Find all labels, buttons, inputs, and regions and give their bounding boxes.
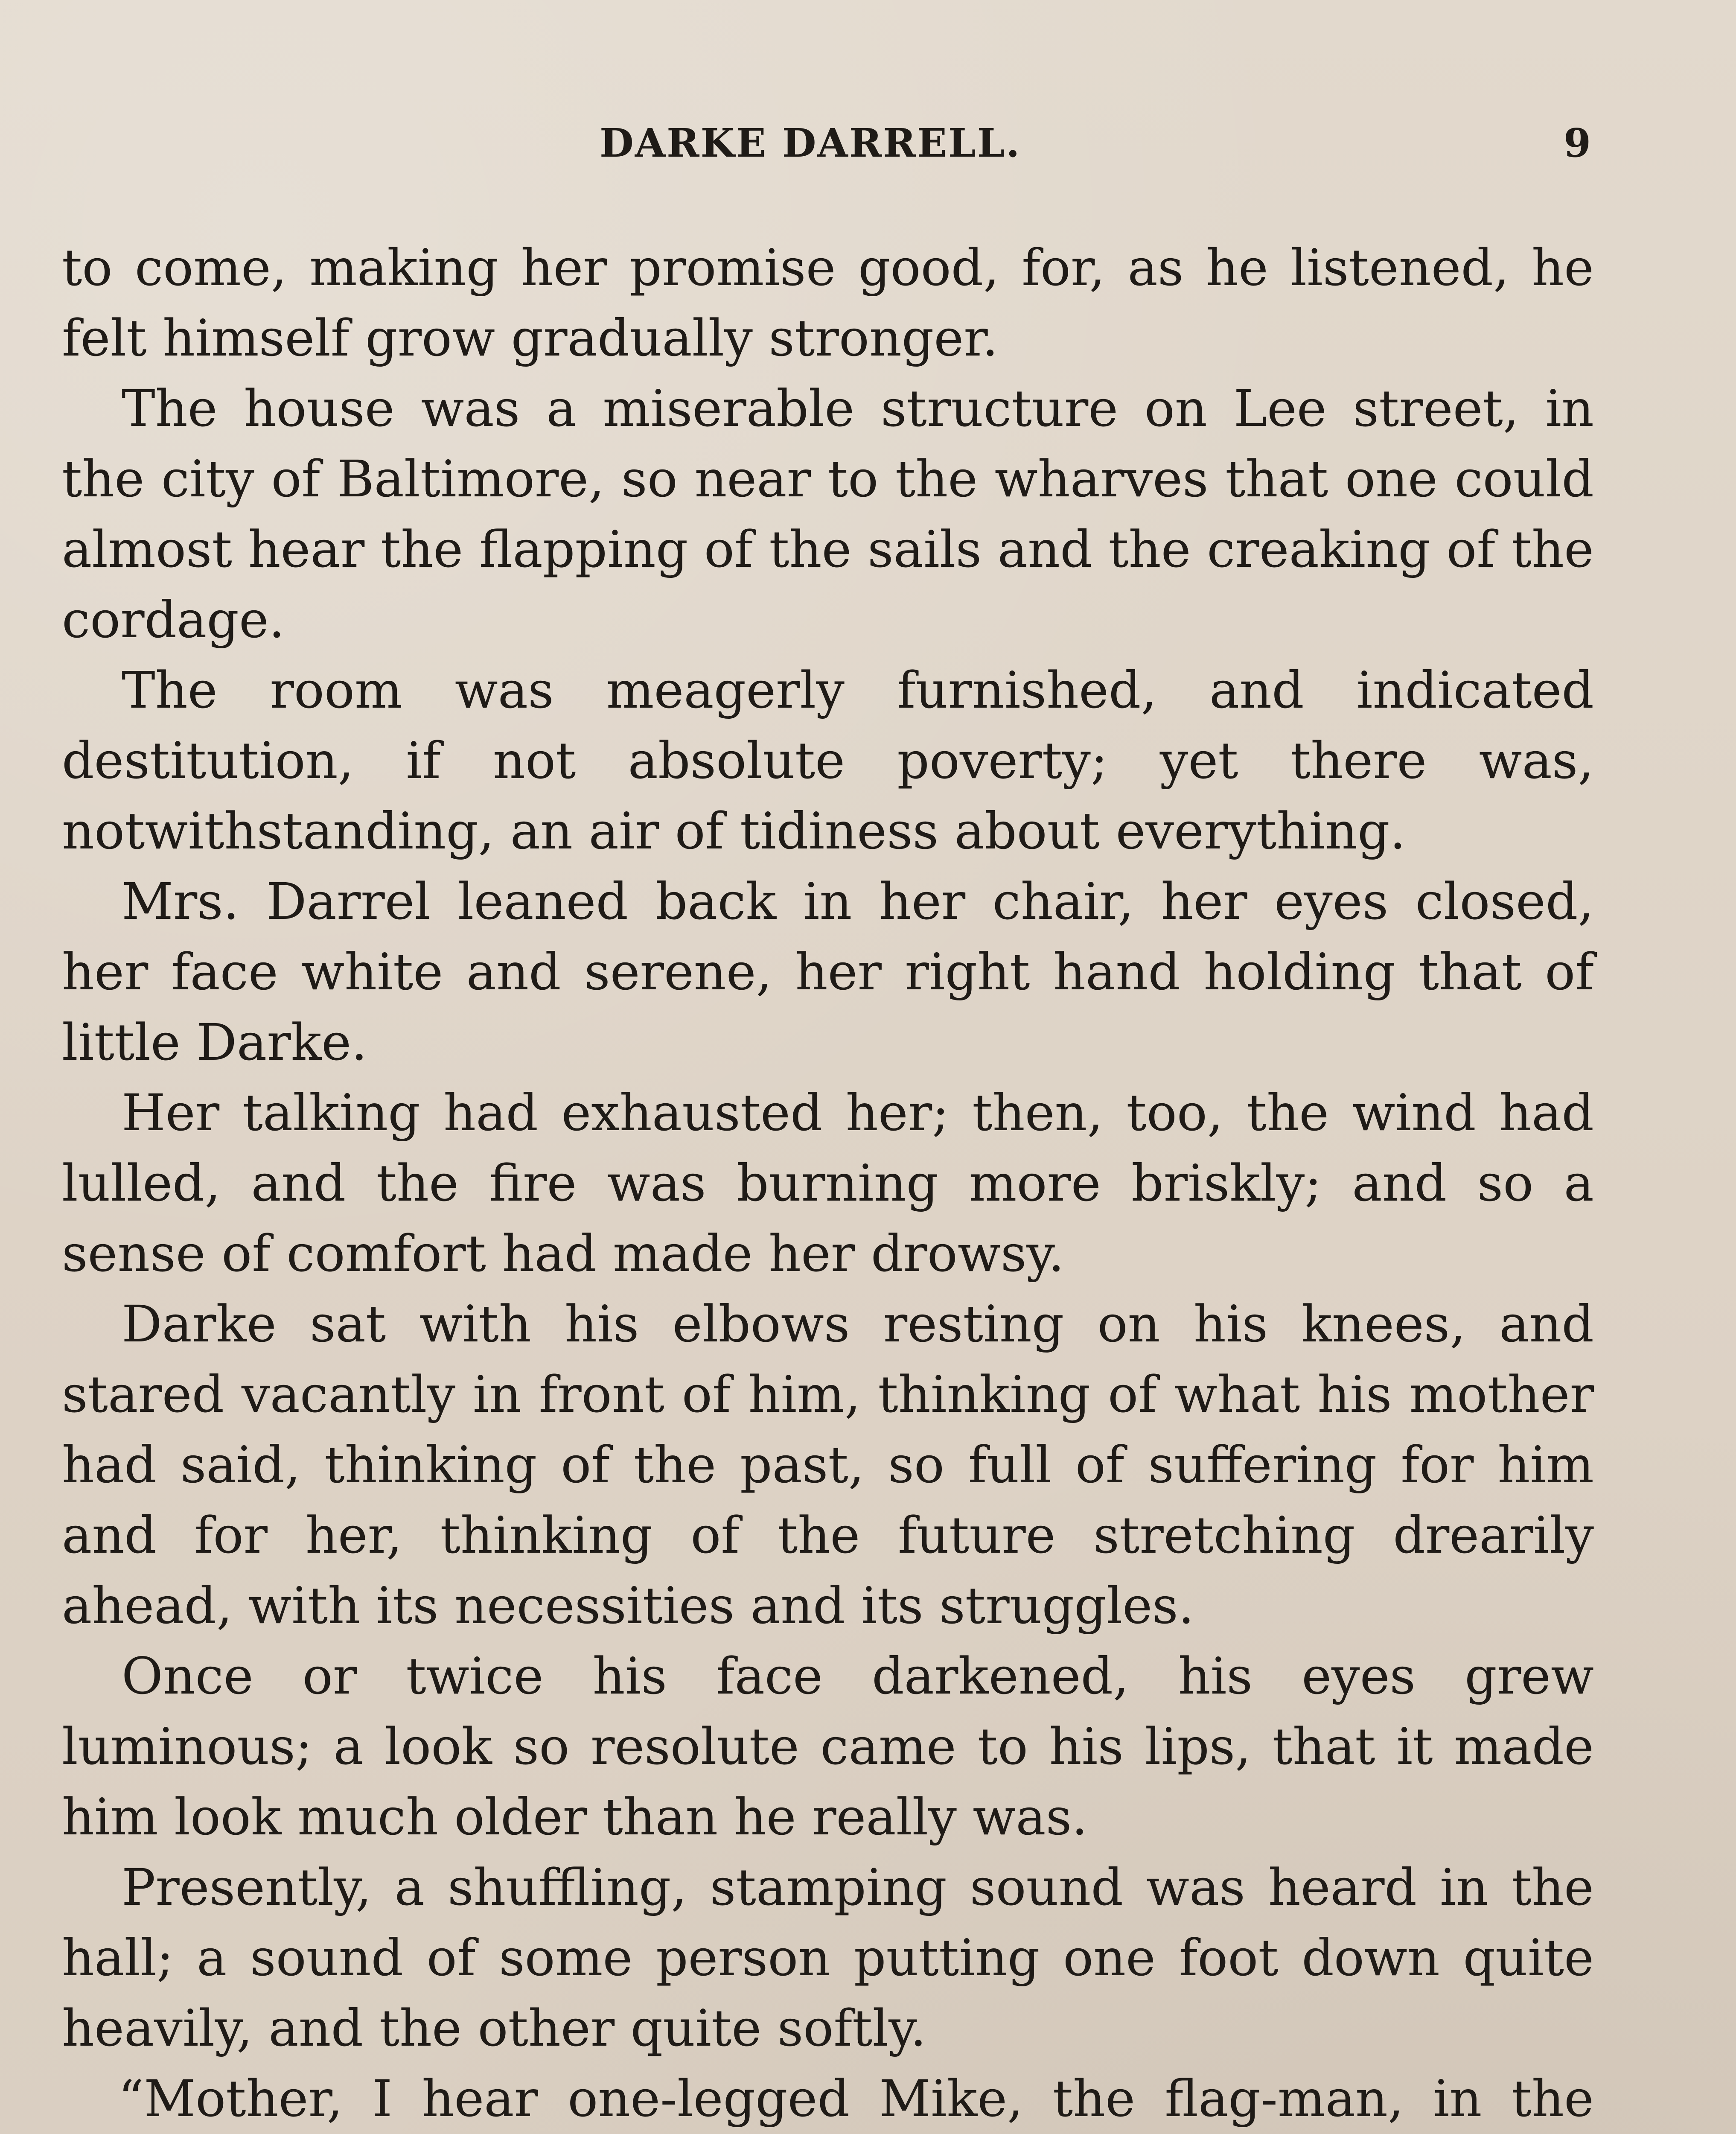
- page-header: [64, 117, 1592, 169]
- running-head: DARKE DARRELL.: [600, 120, 1021, 166]
- paragraph-7: Once or twice his face darkened, his eyes grew luminous; a look so resolute came to his lips, that it made him look much older than he really was.: [62, 1647, 1594, 1846]
- paragraph-2: The house was a miserable structure on Lee street, in the city of Baltimore, so near to the wharves that one could almost hear the flapping of the sails and the creaking of the cordage.: [62, 379, 1594, 649]
- paragraph-5: Her talking had exhausted her; then, too, the wind had lulled, and the fire was burning more briskly; and so a sense of comfort had made her drowsy.: [62, 1083, 1594, 1283]
- paragraph-4: Mrs. Darrel leaned back in her chair, her eyes closed, her face white and serene, her right hand holding that of little Darke.: [62, 872, 1594, 1072]
- paragraph-6: Darke sat with his elbows resting on his knees, and stared vacantly in front of him, thinking of what his mother had said, thinking of the past, so full of suffering for him and for her, thinking of the future stretching drearily ahead, with its necessities and its struggles.: [62, 1294, 1594, 1635]
- page-number: 9: [1563, 120, 1591, 166]
- body-text: [62, 233, 1594, 2134]
- paragraph-9: “Mother, I hear one-legged Mike, the flag-man, in the: [118, 2069, 1594, 2128]
- paragraph-1: to come, making her promise good, for, as he listened, he felt himself grow gradually stronger.: [62, 238, 1594, 367]
- paragraph-3: The room was meagerly furnished, and indicated destitution, if not absolute poverty; yet there was, notwithstanding, an air of tidiness about everything.: [62, 661, 1594, 860]
- paragraph-8: Presently, a shuffling, stamping sound was heard in the hall; a sound of some person putting one foot down quite heavily, and the other quite softly.: [62, 1858, 1594, 2058]
